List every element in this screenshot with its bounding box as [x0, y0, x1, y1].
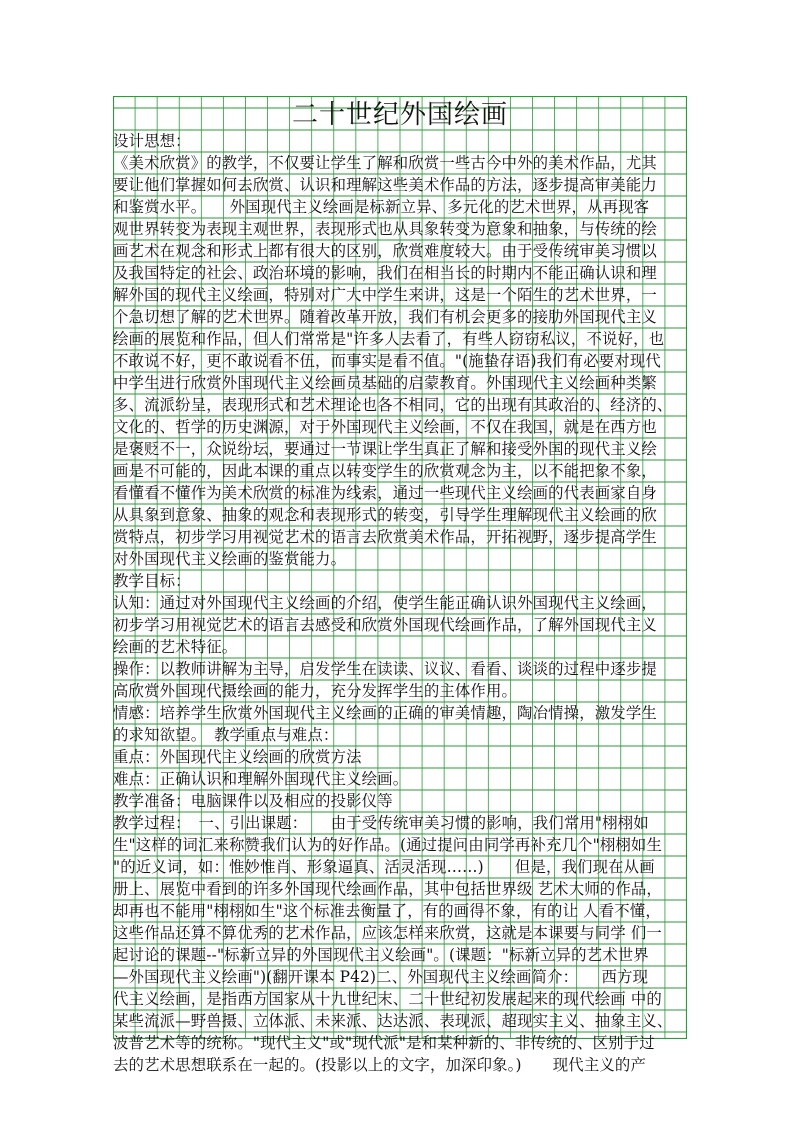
text-line: 某些流派—野兽摄、立体派、未来派、达达派、表现派、超现实主义、抽象主义、 — [113, 1012, 673, 1030]
text-line: 及我国特定的社会、政治环境的影响，我们在相当长的时期内不能正确认识和理 — [113, 264, 657, 282]
text-line: —外国现代主义绘画")(翻开课本 P42)二、外国现代主义绘画简介： 西方现 — [113, 968, 649, 986]
text-line: 画是不可能的，因此本课的重点以转变学生的欣赏观念为主，以不能把象不象， — [113, 462, 657, 480]
text-line: 教学准备：电脑课件以及相应的投影仪等 — [113, 792, 393, 810]
document-title: 二十世纪外国绘画 — [291, 100, 508, 130]
document-content — [113, 96, 687, 1076]
text-line: 和鉴赏水平。 外国现代主义绘画是标新立异、多元化的艺术世界，从再现客 — [113, 198, 650, 216]
text-line: 从具象到意象、抽象的观念和表现形式的转变，引导学生理解现代主义绘画的欣 — [113, 506, 657, 524]
text-line: 《美术欣赏》的教学，不仅要让学生了解和欣赏一些古今中外的美术作品，尤其 — [113, 154, 657, 172]
text-line: 画艺术在观念和形式上都有很大的区别，欣赏难度较大。由于受传统审美习惯以 — [113, 242, 657, 260]
text-line: 教学目标： — [113, 572, 191, 590]
text-line: 高欣赏外国现代摄绘画的能力，充分发挥学生的主体作用。 — [113, 682, 518, 700]
text-line: 代主义绘画，是指西方国家从十九世纪末、二十世纪初发展起来的现代绘画 中的 — [113, 990, 662, 1008]
text-line: 初步学习用视觉艺术的语言去感受和欣赏外国现代绘画作品，了解外国现代主义 — [113, 616, 657, 634]
text-line: 绘画的展览和作品，但人们常常是"许多人去看了，有些人窃窃私议，不说好，也 — [113, 330, 665, 348]
text-line: 的求知欲望。 教学重点与难点： — [113, 726, 339, 744]
text-line: 认知：通过对外国现代主义绘画的介绍，使学生能正确认识外国现代主义绘画， — [113, 594, 657, 612]
text-line: 观世界转变为表现主观世界，表现形式也从具象转变为意象和抽象，与传统的绘 — [113, 220, 657, 238]
text-line: 操作：以教师讲解为主导，启发学生在读读、议议、看看、谈谈的过程中逐步提 — [113, 660, 657, 678]
document-page — [113, 96, 687, 1074]
text-line: 中学生进行欣赏外国现代主义绘画员基础的启蒙教育。外国现代主义绘画种类繁 — [113, 374, 657, 392]
text-line: 绘画的艺术特征。 — [113, 638, 238, 656]
text-line: 看懂看不懂作为美术欣赏的标准为线索，通过一些现代主义绘画的代表画家自身 — [113, 484, 657, 502]
text-line: 个急切想了解的艺术世界。随着改革开放，我们有机会更多的接肋外国现代主义 — [113, 308, 657, 326]
text-line: 却再也不能用"栩栩如生"这个标准去衡量了，有的画得不象，有的让 人看不懂， — [113, 902, 661, 920]
text-line: 要让他们掌握如何去欣赏、认识和理解这些美术作品的方法，逐步提高审美能力 — [113, 176, 657, 194]
text-line: 对外国现代主义绘画的鉴赏能力。 — [113, 550, 347, 568]
text-line: 难点：正确认识和理解外国现代主义绘画。 — [113, 770, 409, 788]
text-line: 解外国的现代主义绘画，特别对广大中学生来讲，这是一个陌生的艺术世界，一 — [113, 286, 657, 304]
text-line: 赏特点，初步学习用视觉艺术的语言去欣赏美术作品，开拓视野，逐步提高学生 — [113, 528, 657, 546]
text-line: 情感：培养学生欣赏外国现代主义绘画的正确的审美情趣，陶冶情操，激发学生 — [113, 704, 657, 722]
text-line: 去的艺术思想联系在一起的。(投影以上的文字，加深印象。) 现代主义的产 — [113, 1056, 646, 1074]
text-line: 教学过程： 一、引出课题： 由于受传统审美习惯的影响，我们常用"栩栩如 — [113, 814, 649, 832]
text-line: 不敢说不好，更不敢说看不伍，而事实是看不值。"(施蛰存语)我们有必要对现代 — [113, 352, 661, 370]
text-line: 生"这样的词汇来称赞我们认为的好作品。(通过提问由同学再补充几个"栩栩如生 — [113, 836, 662, 854]
text-line: 波普艺术等的统称。"现代主义"或"现代派"是和某种新的、非传统的、区别于过 — [113, 1034, 655, 1052]
text-line: 是褒贬不一，众说纷坛，要通过一节课让学生真正了解和接受外国的现代主义绘 — [113, 440, 657, 458]
document-body — [113, 130, 687, 1076]
text-line: 设计思想： — [113, 132, 191, 150]
text-line: 文化的、哲学的历史渊源，对于外国现代主义绘画，不仅在我国，就是在西方也 — [113, 418, 657, 436]
text-line: 多、流派纷呈，表现形式和艺术理论也各不相同，它的出现有其政治的、经济的、 — [113, 396, 673, 414]
text-line: "的近义词，如：惟妙惟肖、形象逼真、活灵活现……) 但是，我们现在从画 — [113, 858, 655, 876]
text-line: 起讨论的课题--"标新立异的外国现代主义绘画"。(课题："标新立异的艺术世界 — [113, 946, 649, 964]
text-line: 这些作品还算不算优秀的艺术作品，应该怎样来欣赏，这就是本课要与同学 们一 — [113, 924, 662, 942]
text-line: 册上、展览中看到的许多外国现代绘画作品，其中包括世界级 艺术大师的作品， — [113, 880, 662, 898]
text-line: 重点：外国现代主义绘画的欣赏方法 — [113, 748, 362, 766]
